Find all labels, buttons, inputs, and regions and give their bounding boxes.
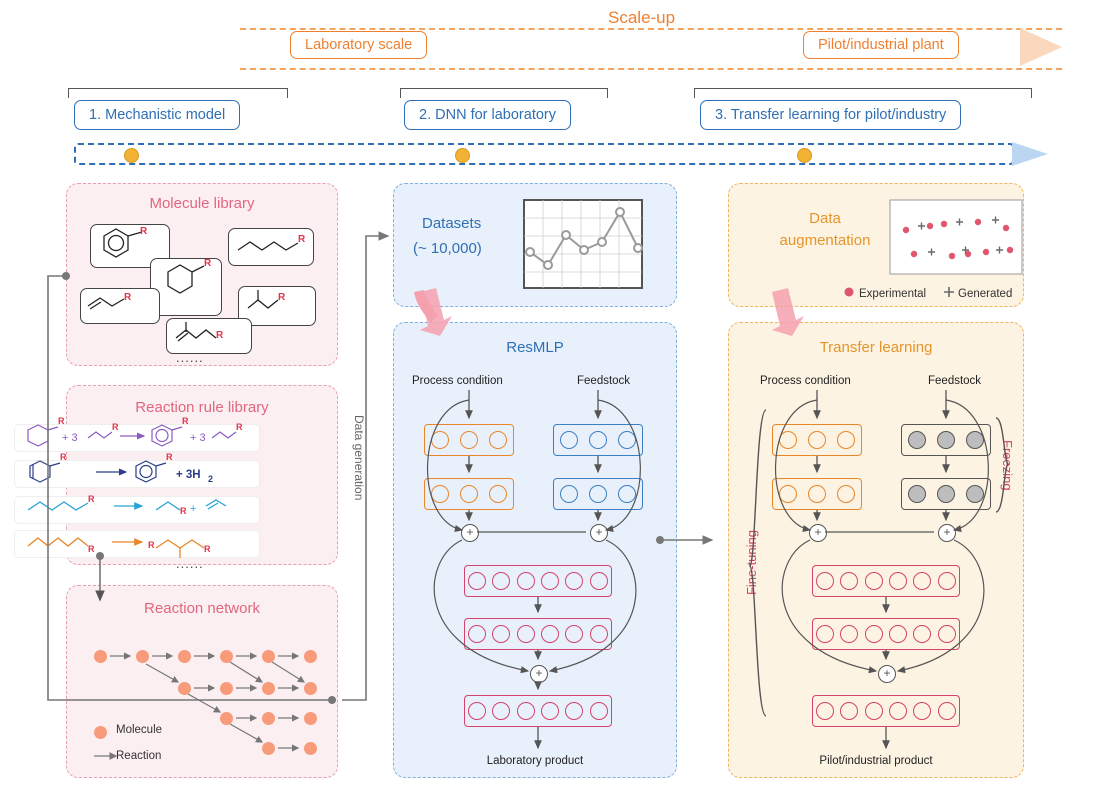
transfer-add-node-mid: + <box>878 665 896 683</box>
neuron <box>889 625 907 643</box>
stage-2-dnn-laboratory[interactable]: 2. DNN for laboratory <box>404 100 571 130</box>
timeline-arrowhead <box>1012 142 1048 166</box>
svg-text:R: R <box>60 452 67 462</box>
neuron <box>541 572 559 590</box>
neuron <box>589 485 607 503</box>
legend-molecule-dot <box>94 726 107 739</box>
neuron <box>840 572 858 590</box>
network-node <box>262 712 275 725</box>
stage-1-mechanistic-model[interactable]: 1. Mechanistic model <box>74 100 240 130</box>
neuron <box>492 572 510 590</box>
svg-text:2: 2 <box>208 474 214 484</box>
neuron <box>816 572 834 590</box>
molecule-library-title: Molecule library <box>149 195 255 212</box>
transfer-frozen-layer-2 <box>901 478 991 510</box>
pilot-plant-pill[interactable]: Pilot/industrial plant <box>803 31 959 59</box>
svg-text:+ 3: + 3 <box>62 432 78 444</box>
svg-text:R: R <box>216 330 224 341</box>
freezing-label: Freezing <box>1000 440 1015 491</box>
neuron <box>489 485 507 503</box>
neuron <box>938 572 956 590</box>
network-node <box>304 712 317 725</box>
svg-text:R: R <box>180 506 187 516</box>
dnn-pink-layer-3 <box>464 695 612 727</box>
neuron <box>565 572 583 590</box>
svg-text:+ 3H: + 3H <box>176 469 201 481</box>
reaction-rule-row-4 <box>14 530 260 558</box>
svg-text:R: R <box>58 416 65 426</box>
scale-up-label: Scale-up <box>608 8 676 27</box>
neuron <box>840 702 858 720</box>
svg-text:R: R <box>166 452 173 462</box>
transfer-orange-layer-1 <box>772 424 862 456</box>
svg-text:+: + <box>190 503 197 515</box>
dnn-process-condition-label: Process condition <box>412 375 503 387</box>
brace-stage3 <box>694 88 1032 89</box>
neuron <box>489 431 507 449</box>
transfer-pink-layer-2 <box>812 618 960 650</box>
neuron <box>913 625 931 643</box>
data-augmentation-title-line2: augmentation <box>779 232 871 249</box>
transfer-output-label: Pilot/industrial product <box>819 755 933 767</box>
neuron <box>889 702 907 720</box>
neuron <box>517 572 535 590</box>
network-node <box>94 650 107 663</box>
neuron <box>468 625 486 643</box>
neuron <box>468 572 486 590</box>
svg-text:R: R <box>298 234 306 245</box>
network-node <box>304 742 317 755</box>
brace-stage2 <box>400 88 608 89</box>
neuron <box>560 485 578 503</box>
neuron <box>816 702 834 720</box>
neuron <box>565 625 583 643</box>
svg-text:R: R <box>278 292 286 303</box>
reaction-rule-row-2 <box>14 460 260 488</box>
neuron <box>517 625 535 643</box>
transfer-add-node-right: + <box>938 524 956 542</box>
neuron <box>565 702 583 720</box>
legend-reaction-label: Reaction <box>116 750 162 762</box>
legend-generated-label: Generated <box>958 288 1013 300</box>
neuron <box>541 625 559 643</box>
timeline-track <box>74 143 1014 165</box>
network-node <box>262 650 275 663</box>
svg-text:R: R <box>204 544 211 554</box>
neuron <box>808 485 826 503</box>
legend-molecule-label: Molecule <box>116 724 163 736</box>
neuron <box>460 485 478 503</box>
svg-text:R: R <box>236 422 243 432</box>
reaction-rule-row-1 <box>14 424 260 452</box>
transfer-add-node-left: + <box>809 524 827 542</box>
dnn-pink-layer-2 <box>464 618 612 650</box>
neuron <box>913 572 931 590</box>
svg-text:R: R <box>140 226 148 237</box>
reaction-rule-ellipsis: ...... <box>176 556 204 571</box>
neuron <box>468 702 486 720</box>
fine-tuning-label: Fine-tuning <box>744 530 759 596</box>
neuron <box>889 572 907 590</box>
dnn-add-node-mid: + <box>530 665 548 683</box>
dnn-output-label: Laboratory product <box>486 755 584 767</box>
network-node <box>220 712 233 725</box>
transfer-process-condition-label: Process condition <box>760 375 851 387</box>
reaction-rule-row-3 <box>14 496 260 524</box>
timeline-dot-1 <box>124 148 139 163</box>
svg-text:R: R <box>88 544 95 554</box>
svg-text:R: R <box>88 494 95 504</box>
transfer-pink-layer-3 <box>812 695 960 727</box>
dnn-orange-layer-2 <box>424 478 514 510</box>
molecule-library-ellipsis: ...... <box>176 350 204 365</box>
dnn-blue-layer-1 <box>553 424 643 456</box>
network-node <box>262 742 275 755</box>
transfer-pink-layer-1 <box>812 565 960 597</box>
transfer-feedstock-label: Feedstock <box>928 375 982 387</box>
datasets-count: (~ 10,000) <box>413 240 482 257</box>
neuron <box>908 431 926 449</box>
neuron <box>541 702 559 720</box>
neuron <box>840 625 858 643</box>
scale-up-arrowhead <box>1020 28 1062 66</box>
molecule-card-alkene <box>80 288 160 324</box>
neuron <box>837 431 855 449</box>
neuron <box>779 431 797 449</box>
dnn-orange-layer-1 <box>424 424 514 456</box>
reaction-rule-library-title: Reaction rule library <box>135 399 269 416</box>
neuron <box>589 431 607 449</box>
molecule-card-diene <box>166 318 252 354</box>
network-node <box>136 650 149 663</box>
svg-text:R: R <box>124 292 132 303</box>
data-generation-label: Data generation <box>352 415 366 501</box>
neuron <box>865 625 883 643</box>
neuron <box>937 431 955 449</box>
transfer-orange-layer-2 <box>772 478 862 510</box>
neuron <box>837 485 855 503</box>
transfer-frozen-layer-1 <box>901 424 991 456</box>
neuron <box>460 431 478 449</box>
neuron <box>937 485 955 503</box>
neuron <box>865 702 883 720</box>
svg-text:R: R <box>148 540 155 550</box>
neuron <box>865 572 883 590</box>
dnn-add-node-left: + <box>461 524 479 542</box>
neuron <box>590 625 608 643</box>
network-node <box>262 682 275 695</box>
network-node <box>220 650 233 663</box>
dnn-feedstock-label: Feedstock <box>577 375 631 387</box>
svg-text:R: R <box>204 258 212 269</box>
svg-text:R: R <box>182 416 189 426</box>
neuron <box>808 431 826 449</box>
neuron <box>938 702 956 720</box>
molecule-card-cyclohexane <box>150 258 222 316</box>
neuron <box>913 702 931 720</box>
transfer-learning-title: Transfer learning <box>819 339 933 356</box>
network-node <box>178 682 191 695</box>
neuron <box>431 485 449 503</box>
dnn-blue-layer-2 <box>553 478 643 510</box>
neuron <box>560 431 578 449</box>
molecule-card-alkane <box>228 228 314 266</box>
timeline-dot-2 <box>455 148 470 163</box>
neuron <box>431 431 449 449</box>
network-node <box>304 650 317 663</box>
network-node <box>304 682 317 695</box>
legend-experimental-label: Experimental <box>859 288 927 300</box>
dnn-add-node-right: + <box>590 524 608 542</box>
neuron <box>779 485 797 503</box>
network-node <box>220 682 233 695</box>
neuron <box>590 572 608 590</box>
reaction-network-title: Reaction network <box>144 600 260 617</box>
svg-text:+ 3: + 3 <box>190 432 206 444</box>
data-augmentation-title-line1: Data <box>809 210 841 227</box>
dnn-pink-layer-1 <box>464 565 612 597</box>
network-node <box>178 650 191 663</box>
neuron <box>590 702 608 720</box>
neuron <box>492 702 510 720</box>
brace-stage1 <box>68 88 288 89</box>
datasets-title: Datasets <box>422 215 482 232</box>
neuron <box>966 431 984 449</box>
neuron <box>966 485 984 503</box>
neuron <box>618 431 636 449</box>
neuron <box>908 485 926 503</box>
neuron <box>938 625 956 643</box>
stage-3-transfer-learning[interactable]: 3. Transfer learning for pilot/industry <box>700 100 961 130</box>
neuron <box>492 625 510 643</box>
timeline-dot-3 <box>797 148 812 163</box>
laboratory-scale-pill[interactable]: Laboratory scale <box>290 31 427 59</box>
svg-text:R: R <box>112 422 119 432</box>
neuron <box>618 485 636 503</box>
neuron <box>816 625 834 643</box>
resmlp-title: ResMLP <box>506 339 564 356</box>
neuron <box>517 702 535 720</box>
